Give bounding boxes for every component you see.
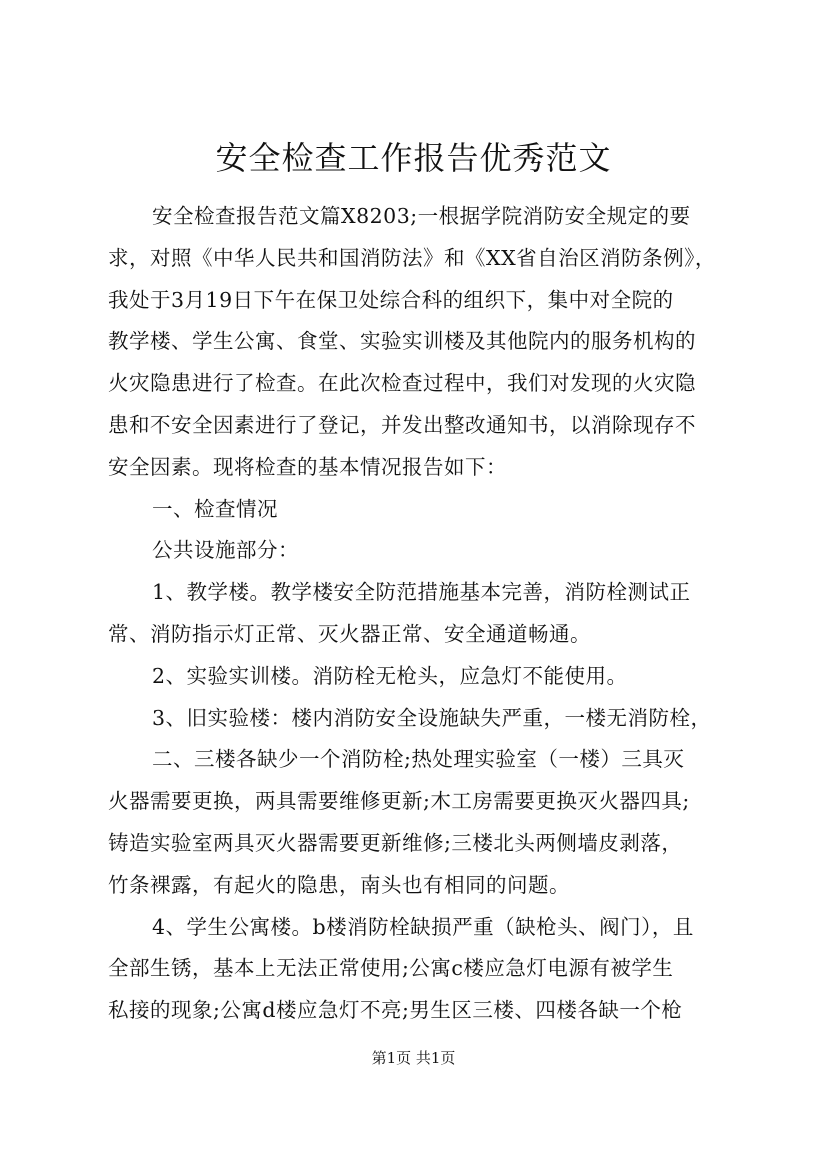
- text-line: 常、消防指示灯正常、灭火器正常、安全通道畅通。: [108, 621, 591, 646]
- text-line: 火器需要更换，两具需要维修更新;木工房需要更换灭火器四具;: [108, 789, 690, 814]
- text-line: 患和不安全因素进行了登记，并发出整改通知书，以消除现存不: [108, 412, 696, 437]
- text-line: 2、实验实训楼。消防栓无枪头，应急灯不能使用。: [152, 663, 628, 688]
- text-line: 铸造实验室两具灭火器需要更新维修;三楼北头两侧墙皮剥落，: [108, 830, 683, 855]
- text-line: 竹条裸露，有起火的隐患，南头也有相同的问题。: [108, 872, 570, 897]
- text-line: 全部生锈，基本上无法正常使用;公寓c楼应急灯电源有被学生: [108, 956, 674, 981]
- page-footer: 第1页 共1页: [371, 1049, 456, 1067]
- text-line: 教学楼、学生公寓、食堂、实验实训楼及其他院内的服务机构的: [108, 329, 696, 354]
- text-line: 二、三楼各缺少一个消防栓;热处理实验室（一楼）三具灭: [152, 747, 685, 772]
- text-line: 3、旧实验楼：楼内消防安全设施缺失严重，一楼无消防栓，: [152, 705, 712, 730]
- text-line: 4、学生公寓楼。b楼消防栓缺损严重（缺枪头、阀门），且: [152, 914, 694, 939]
- text-line: 火灾隐患进行了检查。在此次检查过程中，我们对发现的火灾隐: [108, 371, 696, 396]
- text-line: 一、检查情况: [152, 496, 278, 521]
- text-line: 求，对照《中华人民共和国消防法》和《XX省自治区消防条例》，: [108, 245, 716, 270]
- document-title: 安全检查工作报告优秀范文: [215, 139, 612, 177]
- text-line: 安全因素。现将检查的基本情况报告如下：: [108, 454, 507, 479]
- document-body: [108, 196, 728, 1032]
- text-line: 我处于3月19日下午在保卫处综合科的组织下，集中对全院的: [108, 287, 674, 312]
- text-line: 安全检查报告范文篇X8203;一根据学院消防安全规定的要: [152, 204, 691, 228]
- text-line: 1、教学楼。教学楼安全防范措施基本完善，消防栓测试正: [152, 580, 691, 605]
- text-line: 私接的现象;公寓d楼应急灯不亮;男生区三楼、四楼各缺一个枪: [108, 998, 683, 1023]
- text-line: 公共设施部分：: [152, 538, 299, 563]
